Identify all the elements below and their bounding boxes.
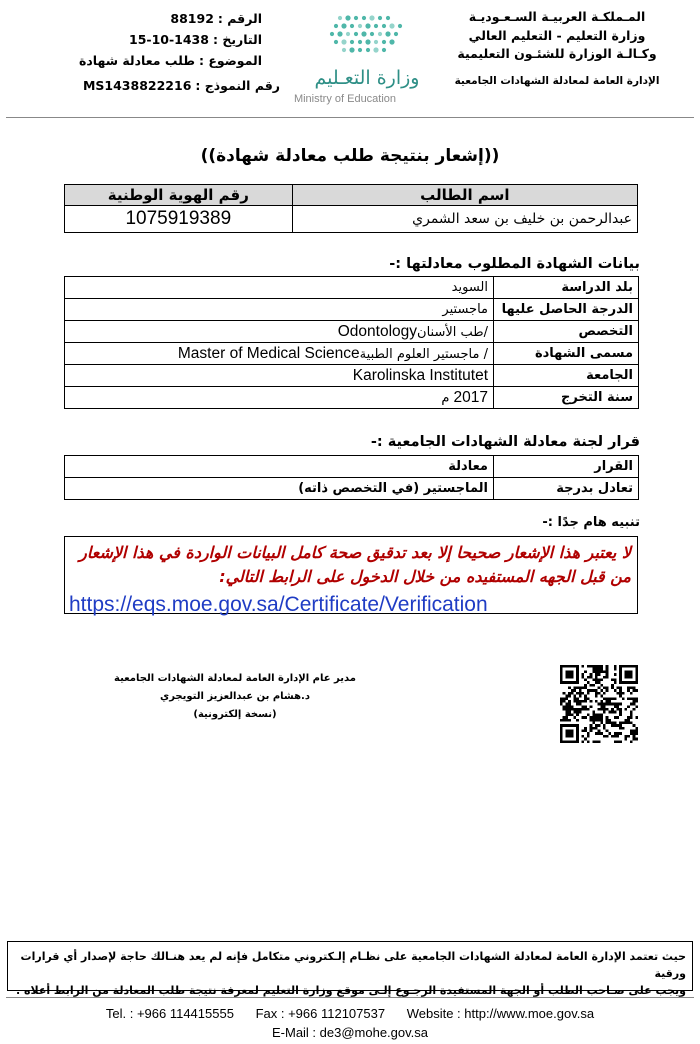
certificate-table <box>64 276 639 409</box>
table-row: تعادل بدرجة الماجستير (في التخصص ذاته) <box>65 478 639 500</box>
telephone: Tel. : +966 114415555 <box>105 1006 234 1021</box>
reference-number: الرقم : 88192 <box>170 11 262 26</box>
table-row: مسمى الشهادة / ماجستير العلوم الطبيةMaster of Medical Science <box>65 343 639 365</box>
study-country: السويد <box>65 277 494 299</box>
equivalent-degree: الماجستير (في التخصص ذاته) <box>65 478 494 500</box>
reference-subject: الموضوع : طلب معادلة شهادة <box>78 53 262 68</box>
table-row: سنة التخرج 2017 م <box>65 387 639 409</box>
table-row: التخصص /طب الأسنانOdontology <box>65 321 639 343</box>
logo-english-text: Ministry of Education <box>293 93 397 105</box>
form-number: رقم النموذج : MS1438822216 <box>82 78 280 93</box>
university: Karolinska Institutet <box>65 365 494 387</box>
signer-title: مدير عام الإدارة العامة لمعادلة الشهادات الجامعية <box>114 673 356 684</box>
logo-arabic-text: وزارة التعـليم <box>314 67 420 89</box>
student-table <box>64 184 638 233</box>
graduation-year: 2017 م <box>65 387 494 409</box>
department-name: الإدارة العامة لمعادلة الشهادات الجامعية <box>454 74 660 87</box>
footer-notice <box>7 941 693 997</box>
decision-value: معادلة <box>65 456 494 478</box>
notice-heading: تنبيه هام جدًا :- <box>542 515 640 530</box>
header-line: المـملكـة العربيـة السـعـوديـة <box>468 9 646 24</box>
page-title: ((إشعار بنتيجة طلب معادلة شهادة)) <box>200 146 500 166</box>
footer-line: حيث تعتمد الإدارة العامة لمعادلة الشهادات الجامعية على نظـام إلـكتروني متكامل فإنه لم يعد هنـالك حاجة لإصدار أي قرارات ورقية <box>20 950 686 980</box>
reference-date: التاريخ : 15-10-1438 <box>129 32 262 47</box>
copy-note: (نسخة إلكترونية) <box>193 709 277 720</box>
table-row: بلد الدراسة السويد <box>65 277 639 299</box>
ministry-logo <box>270 10 420 105</box>
major: /طب الأسنانOdontology <box>65 321 494 343</box>
email[interactable]: E-Mail : de3@mohe.gov.sa <box>271 1025 429 1040</box>
footer-line: ويجب على صـاحب الطلب أو الجهة المستفيدة الرجـوع إلـى موقع وزارة التعليم لمعرفة نتيجة طلب المعادلة من الرابط أعلاه . <box>15 984 686 997</box>
certificate-heading: بيانات الشهادة المطلوب معادلتها :- <box>389 256 640 272</box>
student-name-header: اسم الطالب <box>292 185 637 206</box>
website[interactable]: Website : http://www.moe.gov.sa <box>406 1006 595 1021</box>
national-id: 1075919389 <box>65 206 293 233</box>
header-line: وكـالـة الوزارة للشئـون التعليمية <box>457 46 657 61</box>
header-line: وزارة التعليم - التعليم العالي <box>468 27 646 43</box>
header-divider <box>6 117 694 118</box>
signer-name: د.هشام بن عبدالعزيز التويجري <box>160 691 310 702</box>
contact-info <box>0 1004 700 1042</box>
fax: Fax : +966 112107537 <box>255 1006 386 1021</box>
table-row: الجامعة Karolinska Institutet <box>65 365 639 387</box>
notice-text: لا يعتبر هذا الإشعار صحيحا إلا بعد تدقيق صحة كامل البيانات الواردة في هذا الإشعار من قبل الجهه المستفيده من خلال الدخول على الرابط التالي: <box>79 543 631 586</box>
reference-block <box>52 8 280 96</box>
notice-box <box>64 536 638 614</box>
table-row: الدرجة الحاصل عليها ماجستير <box>65 299 639 321</box>
certificate-title: / ماجستير العلوم الطبيةMaster of Medical Science <box>65 343 494 365</box>
logo-dot-pattern-icon <box>330 15 402 52</box>
footer-divider <box>6 997 694 998</box>
national-id-header: رقم الهوية الوطنية <box>65 185 293 206</box>
decision-heading: قرار لجنة معادلة الشهادات الجامعية :- <box>370 434 640 450</box>
verification-link[interactable]: https://eqs.moe.gov.sa/Certificate/Verification <box>69 593 488 616</box>
signature-block <box>90 670 380 724</box>
ministry-header <box>442 8 672 90</box>
decision-table <box>64 455 639 500</box>
qr-code-icon <box>560 664 638 744</box>
table-row: القرار معادلة <box>65 456 639 478</box>
student-name: عبدالرحمن بن خليف بن سعد الشمري <box>292 206 637 233</box>
degree: ماجستير <box>65 299 494 321</box>
